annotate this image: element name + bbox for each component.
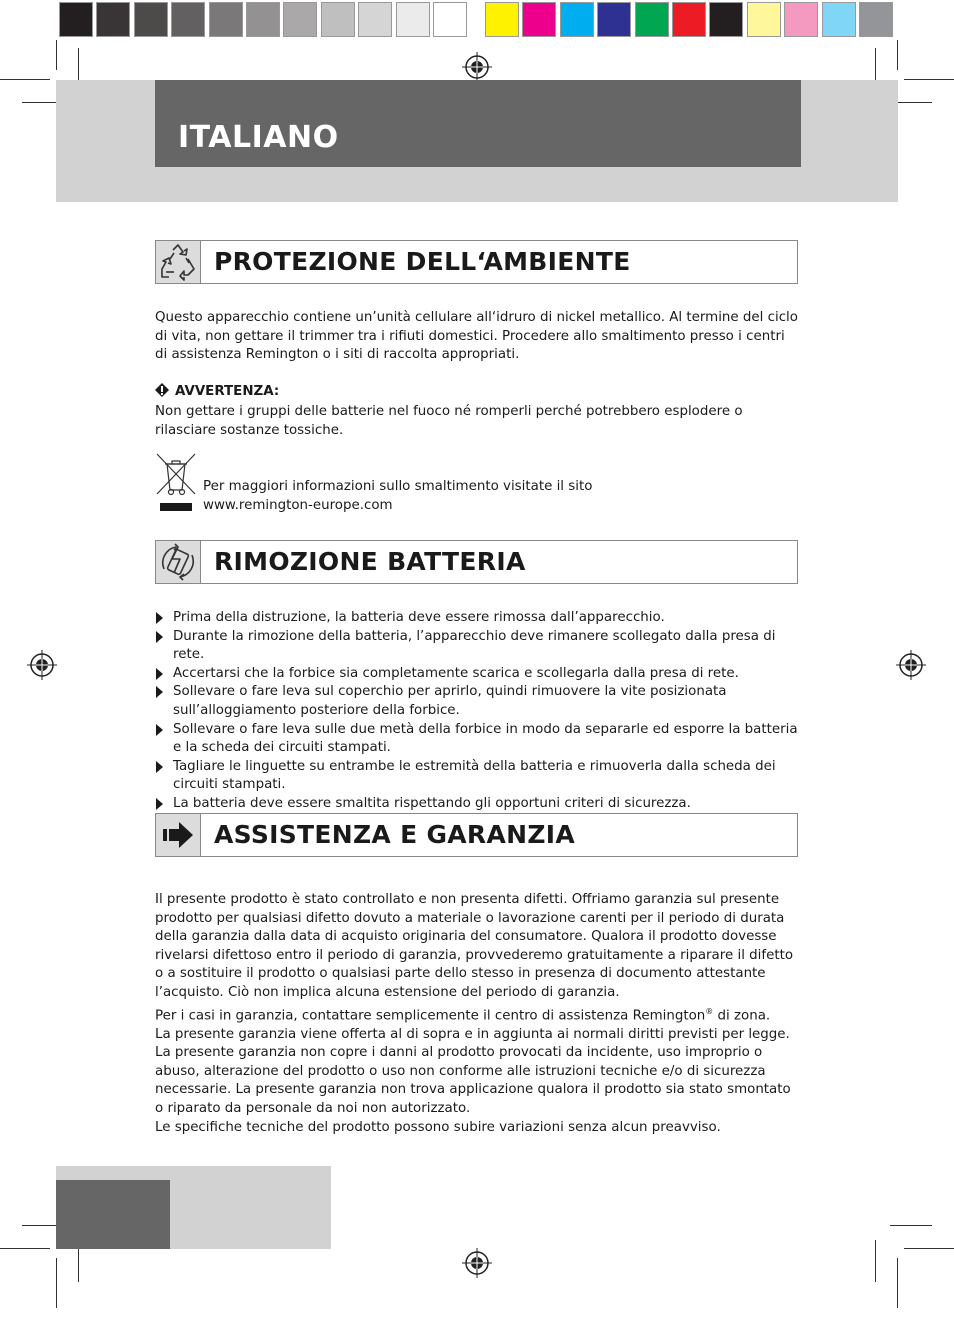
warranty-contact-text: Per i casi in garanzia, contattare semplicemente il centro di assistenza Remington xyxy=(155,1008,706,1024)
color-swatch xyxy=(59,2,93,37)
section-title-battery: RIMOZIONE BATTERIA xyxy=(214,547,526,576)
arrow-icon-box xyxy=(156,814,201,856)
crop-mark xyxy=(890,1225,932,1226)
page-title: ITALIANO xyxy=(178,120,339,155)
color-swatch xyxy=(246,2,280,37)
color-swatch xyxy=(321,2,355,37)
recycle-icon-box xyxy=(156,241,201,283)
section-header-environment xyxy=(155,240,798,284)
color-swatch xyxy=(283,2,317,37)
warning-icon xyxy=(155,383,169,397)
environment-paragraph: Questo apparecchio contiene un’unità cellulare all‘idruro di nickel metallico. Al termine del ciclo di vita, non gettare il trimmer tra i rifiuti domestici. Procedere allo smaltimento presso i centri di assistenza Remington o i siti di raccolta appropriati. xyxy=(155,310,798,363)
crop-mark xyxy=(897,1258,898,1308)
warranty-paragraph: Le specifiche tecniche del prodotto possono subire variazioni senza alcun preavviso. xyxy=(155,1119,721,1135)
warranty-text xyxy=(155,891,800,1137)
color-swatch xyxy=(597,2,631,37)
crop-mark xyxy=(56,1258,57,1308)
battery-removal-icon xyxy=(156,541,200,583)
disposal-website: www.remington-europe.com xyxy=(203,497,393,513)
section-header-battery xyxy=(155,540,798,584)
list-item: Prima della distruzione, la batteria deve essere rimossa dall’apparecchio. xyxy=(155,609,800,628)
list-item: Sollevare o fare leva sul coperchio per aprirlo, quindi rimuovere la vite posizionata sull’alloggiamento posteriore della forbice. xyxy=(155,683,800,720)
color-swatch xyxy=(522,2,556,37)
disposal-line: Per maggiori informazioni sullo smaltimento visitate il sito xyxy=(203,479,593,494)
list-item: Accertarsi che la forbice sia completamente scarica e scollegarla dalla presa di rete. xyxy=(155,665,800,684)
list-item: Sollevare o fare leva sulle due metà della forbice in modo da separarle ed esporre la batteria e la scheda dei circuiti stampati. xyxy=(155,721,800,758)
color-swatch xyxy=(784,2,818,37)
warranty-contact-suffix: di zona. xyxy=(713,1008,771,1024)
registration-mark-icon xyxy=(462,1248,492,1278)
crossed-bin-icon xyxy=(155,452,197,514)
section-header-warranty xyxy=(155,813,798,857)
warranty-paragraph: Il presente prodotto è stato controllato e non presenta difetti. Offriamo garanzia sul presente prodotto per qualsiasi difetto dovuto a materiale o lavorazione carenti per il periodo di durata della garanzia dalla data di acquisto originaria del consumatore. Qualora il prodotto dovesse rivelarsi difettoso entro il periodo di garanzia, provvederemo gratuitamente a riparare il difetto o a sostituire il prodotto o qualsiasi parte dello stesso in presenza di documento attestante l’acquisto. Ciò non implica alcuna estensione del periodo di garanzia. xyxy=(155,892,794,1000)
crop-mark xyxy=(904,79,954,80)
color-swatch xyxy=(859,2,893,37)
color-swatch xyxy=(171,2,205,37)
color-swatch xyxy=(485,2,519,37)
color-swatch xyxy=(672,2,706,37)
crop-mark xyxy=(0,1248,50,1249)
crop-mark xyxy=(0,79,50,80)
crop-mark xyxy=(875,1240,876,1282)
crop-mark xyxy=(904,1248,954,1249)
section-title-warranty: ASSISTENZA E GARANZIA xyxy=(214,820,576,849)
color-swatch xyxy=(358,2,392,37)
warranty-paragraph: La presente garanzia non copre i danni al prodotto provocati da incidente, uso improprio o abuso, alterazione del prodotto o uso non conforme alle istruzioni tecniche e/o di sicurezza necessarie. La presente garanzia non trova applicazione qualora il prodotto sia stato smontato o riparato da personale da noi non autorizzato. xyxy=(155,1045,791,1116)
registration-mark-icon xyxy=(896,650,926,680)
section-title-environment: PROTEZIONE DELL‘AMBIENTE xyxy=(214,247,631,276)
color-swatch xyxy=(209,2,243,37)
list-item: La batteria deve essere smaltita rispettando gli opportuni criteri di sicurezza. xyxy=(155,795,800,814)
color-swatch xyxy=(96,2,130,37)
battery-icon-box xyxy=(156,541,201,583)
list-item: Durante la rimozione della batteria, l’apparecchio deve rimanere scollegato dalla presa di rete. xyxy=(155,628,800,665)
color-swatch xyxy=(822,2,856,37)
warning-label: AVVERTENZA: xyxy=(175,384,280,399)
battery-removal-list xyxy=(155,609,800,814)
crop-mark xyxy=(897,40,898,70)
disposal-info xyxy=(203,478,592,515)
registered-mark: ® xyxy=(705,1006,714,1016)
recycle-icon xyxy=(156,241,200,283)
list-item: Tagliare le linguette su entrambe le estremità della batteria e rimuoverla dalla scheda dei circuiti stampati. xyxy=(155,758,800,795)
arrow-right-icon xyxy=(156,814,200,856)
footer-panel xyxy=(56,1180,170,1249)
color-swatch xyxy=(433,2,467,37)
color-swatch xyxy=(709,2,743,37)
color-swatch xyxy=(747,2,781,37)
crop-mark xyxy=(56,40,57,70)
registration-mark-icon xyxy=(27,650,57,680)
warranty-paragraph xyxy=(155,1003,800,1026)
color-swatch xyxy=(134,2,168,37)
warning-text: Non gettare i gruppi delle batterie nel fuoco né romperli perché potrebbero esplodere o rilasciare sostanze tossiche. xyxy=(155,404,743,438)
color-swatch xyxy=(396,2,430,37)
color-swatch xyxy=(635,2,669,37)
warranty-paragraph: La presente garanzia viene offerta al di sopra e in aggiunta ai normali diritti previsti per legge. xyxy=(155,1026,790,1042)
color-swatch xyxy=(560,2,594,37)
warning-heading xyxy=(155,383,279,399)
registration-mark-icon xyxy=(462,52,492,82)
